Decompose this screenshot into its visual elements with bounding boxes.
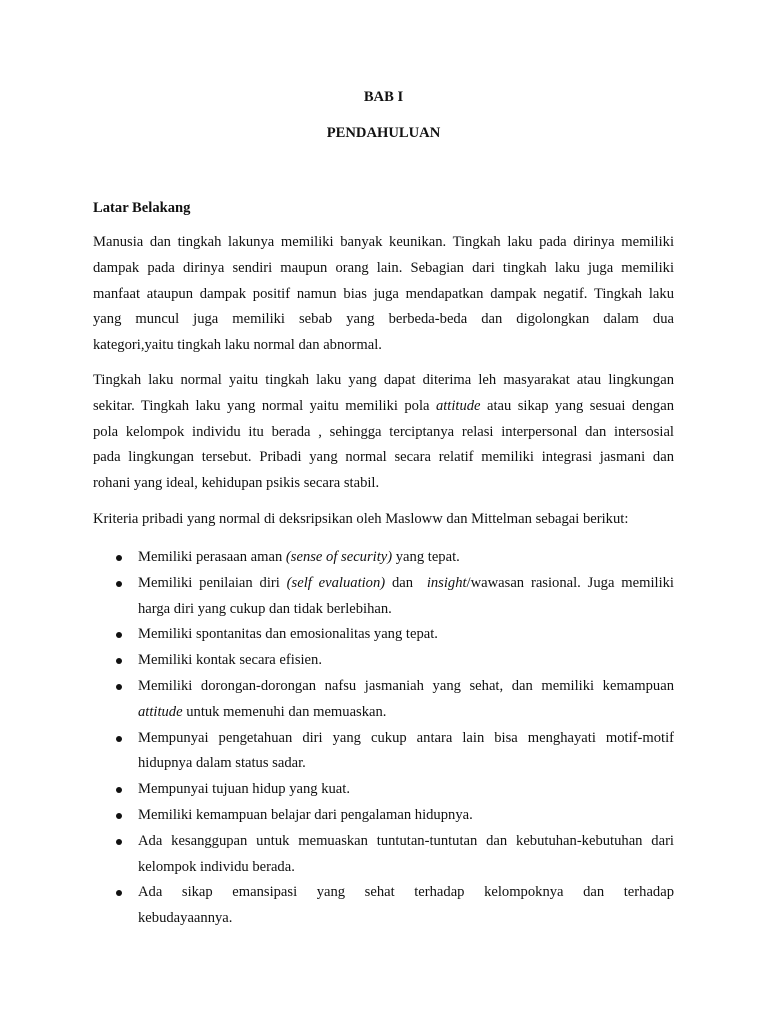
list-item	[93, 777, 674, 803]
paragraph-line: pada lingkungan tersebut. Pribadi yang normal secara relatif memiliki integrasi jasmani dan	[93, 449, 674, 466]
section-title: Latar Belakang	[93, 200, 191, 216]
paragraph-background	[93, 230, 674, 359]
paragraph-line: dampak pada dirinya sendiri maupun orang lain. Sebagian dari tingkah laku juga memiliki	[93, 259, 674, 276]
text-run: atau sikap yang sesuai dengan	[480, 397, 675, 414]
text-run: /wawasan rasional. Juga memiliki	[466, 574, 674, 591]
text-run: Memiliki perasaan aman	[138, 549, 286, 565]
list-item	[93, 803, 674, 829]
list-item-text: Ada kesanggupan untuk memuaskan tuntutan-tuntutan dan kebutuhan-kebutuhan dari	[138, 832, 674, 849]
bullet-icon	[116, 555, 122, 561]
list-item-text	[138, 571, 674, 597]
text-run: Memiliki penilaian diri	[138, 574, 287, 591]
bullet-icon	[116, 581, 122, 587]
italic-term: (self evaluation)	[286, 574, 386, 591]
text-run: yang tepat.	[392, 549, 460, 565]
paragraph-line: Kriteria pribadi yang normal di deksripsikan oleh Masloww dan Mittelman sebagai berikut:	[93, 511, 629, 527]
italic-term: insight	[426, 574, 467, 591]
bullet-icon	[116, 736, 122, 742]
paragraph-line: rohani yang ideal, kehidupan psikis secara stabil.	[93, 475, 380, 492]
list-item-text: Memiliki spontanitas dan emosionalitas yang tepat.	[138, 626, 438, 643]
paragraph-line: kategori,yaitu tingkah laku normal dan abnormal.	[93, 337, 382, 354]
bullet-icon	[116, 890, 122, 896]
list-item	[93, 571, 674, 623]
paragraph-line: yang muncul juga memiliki sebab yang berbeda-beda dan digolongkan dalam dua	[93, 311, 674, 328]
italic-term: (sense of security)	[285, 549, 393, 565]
bullet-icon	[116, 813, 122, 819]
paragraph-line: Manusia dan tingkah lakunya memiliki banyak keunikan. Tingkah laku pada dirinya memiliki	[93, 234, 674, 250]
paragraph-line: Tingkah laku normal yaitu tingkah laku yang dapat diterima leh masyarakat atau lingkungan	[93, 372, 674, 388]
paragraph-line	[93, 394, 674, 420]
chapter-title: PENDAHULUAN	[326, 125, 441, 141]
paragraph-criteria-intro	[93, 507, 674, 533]
bullet-icon	[116, 684, 122, 690]
text-run: sekitar. Tingkah laku yang normal yaitu memiliki pola	[93, 397, 436, 414]
italic-term: attitude	[138, 703, 183, 720]
bullet-icon	[116, 632, 122, 638]
paragraph-line: pola kelompok individu itu berada , sehingga terciptanya relasi interpersonal dan intersosial	[93, 423, 674, 440]
chapter-heading: BAB I	[363, 89, 404, 105]
list-item	[93, 829, 674, 881]
list-item-text: harga diri yang cukup dan tidak berlebihan.	[138, 600, 392, 617]
italic-term: attitude	[435, 397, 481, 414]
list-item-text	[138, 700, 674, 726]
list-item	[93, 726, 674, 778]
criteria-list	[93, 545, 674, 932]
paragraph-line: manfaat ataupun dampak positif namun bias juga mendapatkan dampak negatif. Tingkah laku	[93, 285, 674, 302]
list-item-text: Memiliki dorongan-dorongan nafsu jasmaniah yang sehat, dan memiliki kemampuan	[138, 677, 674, 694]
bullet-icon	[116, 658, 122, 664]
bullet-icon	[116, 839, 122, 845]
list-item	[93, 545, 674, 571]
paragraph-normal-behavior	[93, 368, 674, 497]
list-item-text: Memiliki kemampuan belajar dari pengalaman hidupnya.	[138, 806, 473, 823]
list-item-text: Memiliki kontak secara efisien.	[138, 652, 322, 669]
list-item-text: hidupnya dalam status sadar.	[138, 755, 306, 772]
list-item-text: Mempunyai pengetahuan diri yang cukup antara lain bisa menghayati motif-motif	[138, 729, 674, 746]
list-item-text: kebudayaannya.	[138, 910, 233, 927]
text-run: untuk memenuhi dan memuaskan.	[182, 703, 387, 720]
list-item	[93, 674, 674, 726]
list-item	[93, 622, 674, 648]
list-item-text: Ada sikap emansipasi yang sehat terhadap kelompoknya dan terhadap	[138, 884, 674, 901]
list-item-text: Mempunyai tujuan hidup yang kuat.	[138, 781, 350, 798]
list-item-text	[138, 545, 674, 571]
list-item-text: kelompok individu berada.	[138, 858, 295, 875]
list-item	[93, 880, 674, 932]
text-run: dan	[385, 574, 427, 591]
list-item	[93, 648, 674, 674]
bullet-icon	[116, 787, 122, 793]
